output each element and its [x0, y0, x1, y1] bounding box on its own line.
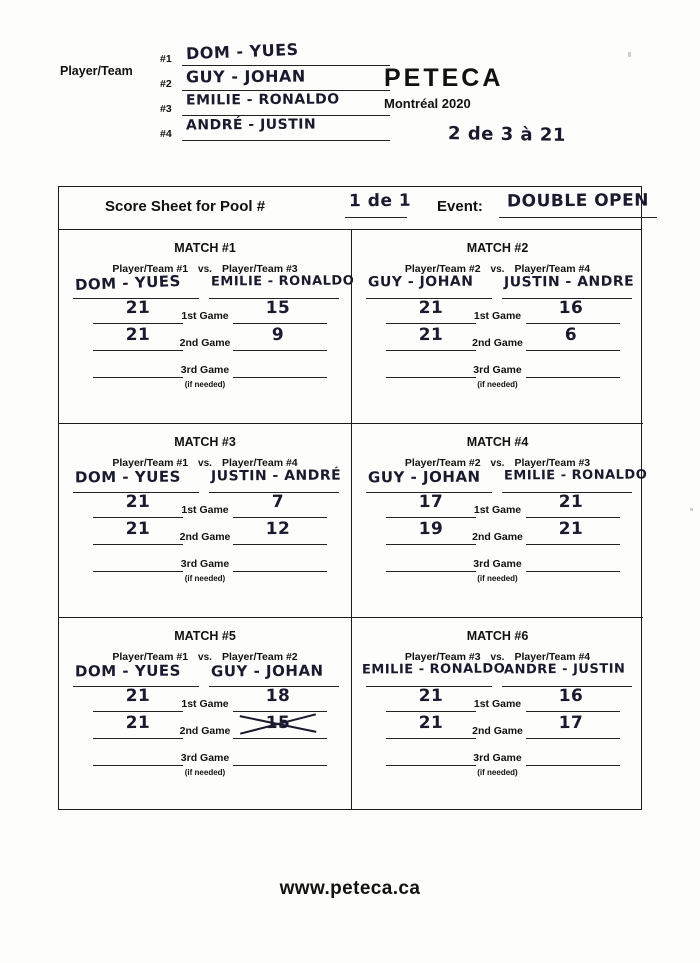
- if-needed-note: (if needed): [184, 380, 226, 389]
- match-title: MATCH #6: [466, 628, 529, 643]
- pool-rule: [345, 217, 407, 218]
- player-team-header-label: Player/Team: [60, 64, 133, 78]
- match-cell-3: [59, 423, 351, 616]
- left-score-rule: [93, 350, 183, 351]
- game-row-3: [352, 746, 643, 770]
- game-label: 2nd Game: [472, 531, 523, 544]
- right-score: 17: [558, 712, 584, 733]
- right-score: 7: [271, 492, 285, 513]
- vs-label: vs.: [198, 651, 212, 663]
- match-cell-1: [59, 230, 355, 423]
- right-score-rule: [233, 711, 327, 712]
- game-label: 2nd Game: [179, 724, 231, 737]
- match-title: MATCH #1: [174, 241, 236, 255]
- event-label: Event:: [437, 198, 483, 215]
- game-row-3: [59, 746, 351, 770]
- match-cell-6: [351, 617, 643, 810]
- right-score-rule: [526, 544, 620, 545]
- if-needed-note: (if needed): [477, 380, 518, 389]
- left-score-rule: [386, 571, 476, 572]
- right-team-name: EMILIE - RONALDO: [210, 273, 355, 290]
- if-needed-note: (if needed): [184, 767, 226, 777]
- game-label: 3rd Game: [473, 558, 522, 571]
- right-score: 21: [558, 492, 584, 513]
- left-team-label: Player/Team #2: [404, 457, 481, 470]
- website-footer: www.peteca.ca: [279, 878, 421, 899]
- game-label: 2nd Game: [179, 531, 231, 544]
- left-team-label: Player/Team #1: [112, 263, 189, 275]
- game-row-2: [59, 324, 351, 355]
- left-score: 21: [418, 297, 444, 319]
- roster-row: [160, 66, 390, 94]
- roster-name: ANDRÉ - JUSTIN: [185, 116, 317, 134]
- right-score: 12: [265, 519, 291, 540]
- right-team-name: JUSTIN - ANDRÉ: [210, 467, 342, 485]
- game-label: 3rd Game: [180, 751, 230, 764]
- match-cell-2: [351, 230, 643, 423]
- left-score-rule: [93, 544, 183, 545]
- right-score-rule: [526, 350, 620, 351]
- roster-list: [160, 39, 390, 144]
- left-team-name: EMILIE - RONALDO: [361, 661, 506, 678]
- right-score: 21: [558, 519, 584, 540]
- scan-speck: [628, 52, 631, 57]
- right-score: 9: [271, 324, 285, 346]
- right-score-rule: [233, 738, 327, 739]
- left-score-rule: [93, 571, 183, 572]
- right-team-name: GUY - JOHAN: [210, 661, 324, 680]
- right-score: 6: [564, 324, 578, 346]
- game-label: 3rd Game: [473, 751, 522, 764]
- left-score: 21: [125, 712, 151, 733]
- match-title: MATCH #4: [466, 435, 529, 450]
- if-needed-note: (if needed): [477, 767, 518, 777]
- if-needed-note: (if needed): [477, 574, 518, 584]
- left-score-rule: [93, 377, 183, 378]
- roster-number: #2: [160, 78, 172, 90]
- left-score-rule: [386, 711, 476, 712]
- roster-name: GUY - JOHAN: [185, 66, 306, 87]
- game-label: 1st Game: [473, 504, 522, 517]
- scan-speck: [690, 508, 693, 511]
- left-score: 21: [125, 297, 151, 319]
- vs-label: vs.: [490, 264, 505, 275]
- game-row-3: [352, 552, 643, 576]
- right-score-rule: [526, 377, 620, 378]
- left-team-name: DOM - YUES: [74, 467, 181, 487]
- left-team-name: DOM - YUES: [74, 271, 182, 295]
- game-label: 1st Game: [181, 310, 229, 322]
- left-team-label: Player/Team #3: [404, 650, 481, 663]
- left-score-rule: [93, 738, 183, 739]
- roster-number: #3: [160, 103, 172, 115]
- left-score: 21: [418, 685, 444, 706]
- left-score-rule: [386, 765, 476, 766]
- right-score-rule: [233, 571, 327, 572]
- game-row-2: [59, 712, 351, 743]
- left-score-rule: [386, 544, 476, 545]
- left-score-rule: [386, 350, 476, 351]
- game-label: 2nd Game: [472, 724, 523, 737]
- game-row-2: [59, 519, 351, 549]
- format-note: 2 de 3 à 21: [447, 123, 567, 146]
- left-team-label: Player/Team #1: [112, 650, 189, 663]
- right-score-rule: [233, 350, 327, 351]
- vs-label: vs.: [198, 264, 212, 275]
- right-score-rule: [526, 711, 620, 712]
- right-team-label: Player/Team #3: [221, 263, 298, 275]
- left-team-name: GUY - JOHAN: [367, 273, 474, 291]
- event-rule: [499, 217, 657, 218]
- left-team-label: Player/Team #1: [112, 457, 189, 470]
- game-label: 1st Game: [181, 697, 229, 710]
- left-score: 21: [418, 324, 444, 346]
- left-team-name: DOM - YUES: [74, 661, 181, 680]
- game-label: 1st Game: [473, 697, 522, 710]
- game-label: 1st Game: [181, 504, 229, 517]
- roster-number: #1: [160, 53, 172, 65]
- right-score-rule: [526, 571, 620, 572]
- game-row-2: [352, 324, 643, 355]
- game-label: 3rd Game: [473, 364, 522, 376]
- right-score: 18: [265, 685, 291, 706]
- match-cell-4: [351, 423, 648, 616]
- vs-label: vs.: [490, 651, 505, 663]
- peteca-logo-text: PETECA: [384, 64, 504, 92]
- score-sheet-table: [58, 186, 650, 810]
- roster-name: EMILIE - RONALDO: [185, 91, 340, 109]
- left-score: 21: [125, 519, 151, 540]
- right-score: 15: [265, 297, 291, 319]
- event-city-year: Montréal 2020: [384, 96, 471, 111]
- right-score: 15: [243, 712, 313, 732]
- pool-label: Score Sheet for Pool #: [105, 198, 266, 215]
- vs-label: vs.: [198, 458, 212, 470]
- left-score-rule: [93, 711, 183, 712]
- right-score: 16: [558, 685, 584, 706]
- right-team-label: Player/Team #3: [514, 457, 591, 470]
- left-score: 21: [418, 712, 444, 733]
- game-label: 3rd Game: [180, 364, 230, 376]
- game-row-3: [352, 358, 643, 382]
- if-needed-note: (if needed): [184, 574, 226, 584]
- left-score-rule: [386, 377, 476, 378]
- right-score-rule: [233, 377, 327, 378]
- match-grid: [59, 230, 648, 810]
- right-team-name: JUSTIN - ANDRE: [503, 273, 635, 291]
- roster-row: [160, 39, 390, 69]
- game-row-3: [59, 358, 351, 382]
- left-team-name: GUY - JOHAN: [367, 467, 481, 487]
- roster-row: [160, 91, 390, 119]
- event-value: DOUBLE OPEN: [506, 190, 650, 212]
- match-title: MATCH #5: [174, 628, 236, 643]
- game-row-2: [352, 519, 643, 549]
- left-score-rule: [386, 738, 476, 739]
- left-team-label: Player/Team #2: [404, 263, 481, 275]
- match-title: MATCH #3: [174, 435, 236, 450]
- game-label: 1st Game: [473, 310, 522, 322]
- right-score-rule: [233, 765, 327, 766]
- right-team-label: Player/Team #4: [514, 263, 591, 275]
- game-label: 2nd Game: [179, 337, 231, 349]
- roster-row: [160, 116, 390, 144]
- right-team-label: Player/Team #4: [221, 457, 298, 470]
- vs-label: vs.: [490, 458, 505, 470]
- right-score-rule: [233, 544, 327, 545]
- right-score: 16: [558, 297, 584, 319]
- left-score: 19: [418, 519, 444, 540]
- left-score: 21: [125, 492, 151, 513]
- left-score: 21: [125, 324, 151, 346]
- right-score-rule: [526, 738, 620, 739]
- sheet-title-row: [59, 187, 650, 230]
- game-row-3: [59, 552, 351, 576]
- left-score: 17: [418, 492, 444, 513]
- left-score-rule: [93, 765, 183, 766]
- right-score-rule: [526, 765, 620, 766]
- game-row-2: [352, 712, 643, 743]
- match-title: MATCH #2: [466, 241, 529, 255]
- pool-value: 1 de 1: [348, 190, 412, 212]
- roster-number: #4: [160, 128, 172, 140]
- roster-name: DOM - YUES: [185, 39, 299, 64]
- right-team-label: Player/Team #2: [221, 650, 298, 663]
- right-team-name: ANDRE - JUSTIN: [503, 661, 626, 678]
- right-team-name: EMILIE - RONALDO: [503, 467, 648, 484]
- right-team-label: Player/Team #4: [514, 650, 591, 663]
- left-score: 21: [125, 685, 151, 706]
- game-label: 2nd Game: [472, 337, 523, 349]
- game-label: 3rd Game: [180, 558, 230, 571]
- roster-rule: [182, 140, 390, 141]
- match-cell-5: [59, 617, 351, 810]
